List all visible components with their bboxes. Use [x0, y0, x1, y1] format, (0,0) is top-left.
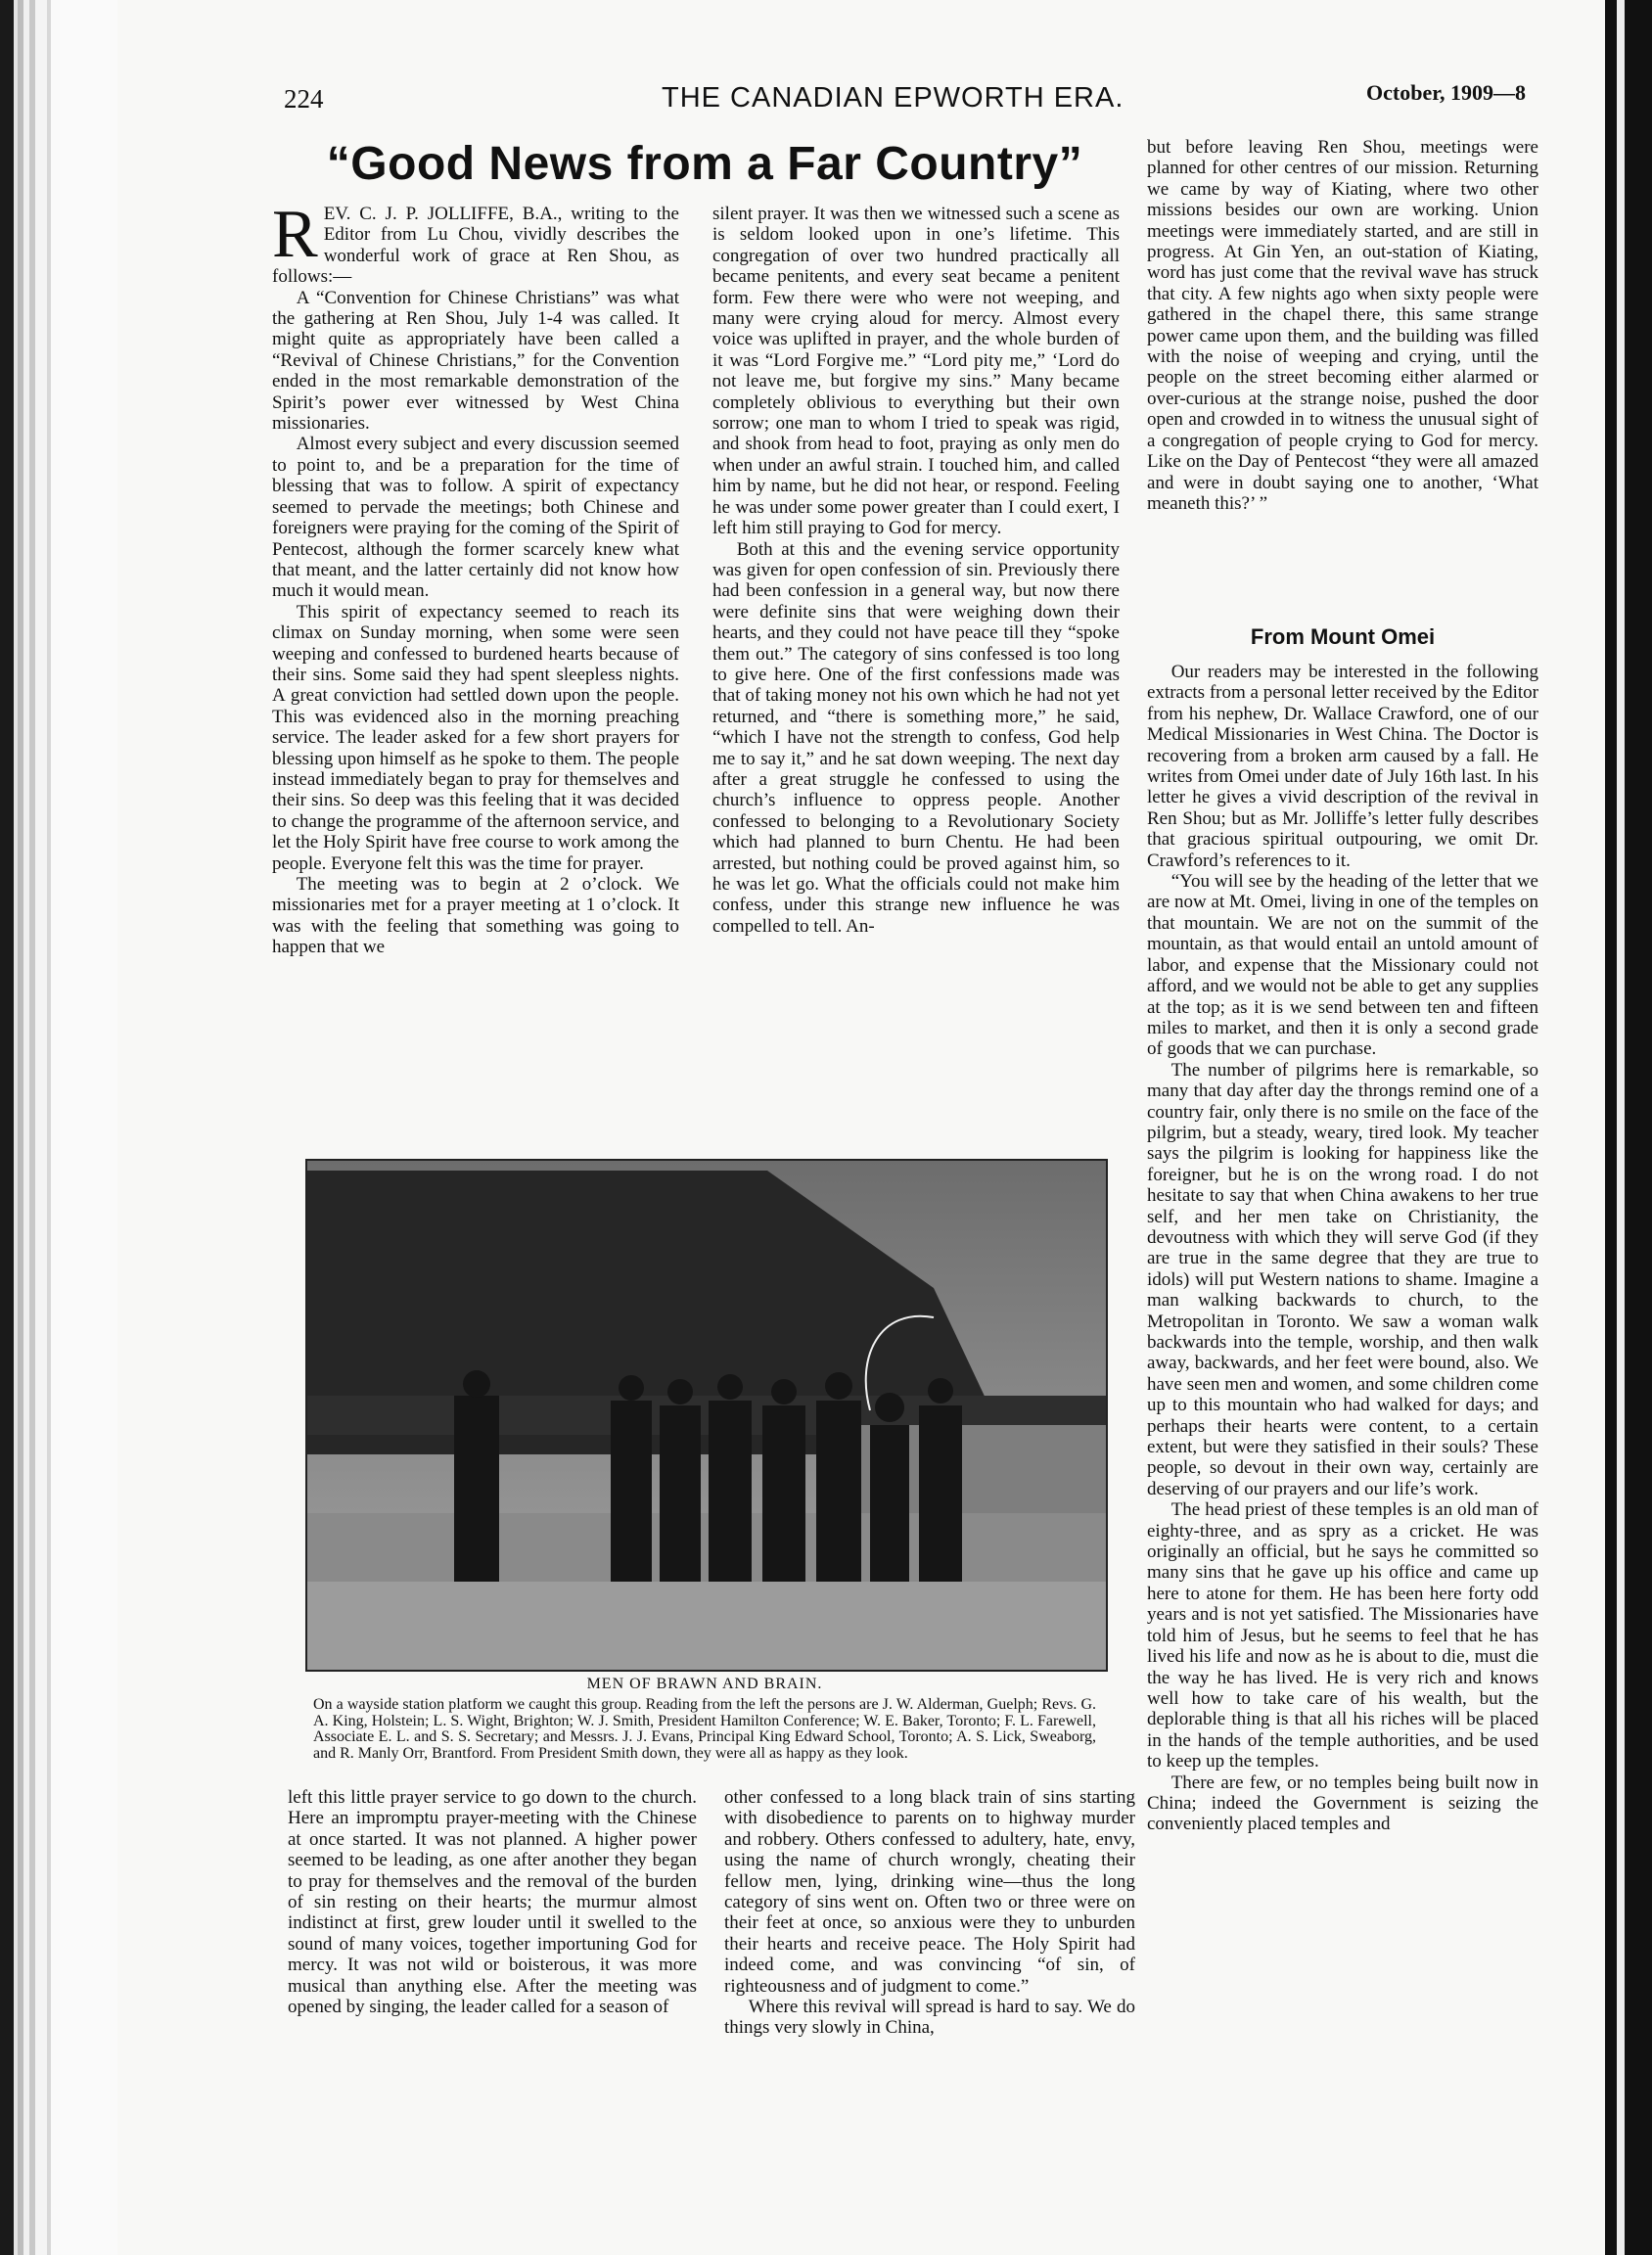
- intro-text: EV. C. J. P. JOLLIFFE, B.A., writing to the Editor from Lu Chou, vividly describes the wonderful work of grace at Ren Shou, as follows:—: [272, 204, 679, 288]
- paragraph: [272, 197, 679, 288]
- paragraph: This spirit of expectancy seemed to reach its climax on Sunday morning, when some were seen weeping and confessed to burdened hearts because of their sins. Some said they had spent sleepless nights. A great conviction had settled down upon the people. This was evidenced also in the morning preaching service. The leader asked for a few short prayers for blessing upon himself as he spoke to them. The people instead immediately began to pray for themselves and their sins. So deep was this feeling that it was decided to change the programme of the afternoon service, and let the Holy Spirit have free course to work among the people. Everyone felt this was the time for prayer.: [272, 601, 679, 874]
- photo-caption-title: MEN OF BRAWN AND BRAIN.: [586, 1676, 823, 1692]
- column-1-top: [272, 197, 679, 958]
- journal-title: THE CANADIAN EPWORTH ERA.: [662, 82, 1124, 114]
- paragraph: The number of pilgrims here is remarkable, so many that day after day the throngs remind one of a country fair, only there is no smile on the face of the pilgrim, but a steady, weary, tired look. My teacher says the pilgrim is looking for happiness like the foreigner, but he is on the wrong road. I do not hesitate to say that when China awakens to her true self, and her men take on Christianity, the devoutness with which they will serve God (if they are true in the same degree that they are true to idols) will put Western nations to shame. Imagine a man walking backwards to church, to the Metropolitan in Toronto. We saw a woman walk backwards into the temple, worship, and then walk away, backwards, and her feet were bound, also. We have seen men and women, and some children come up to this mountain who had walked for days; and perhaps their hearts were content, to a certain extent, but were they satisfied in their souls? These people, so devout in their own way, certainly are deserving of our prayers and our life’s work.: [1147, 1059, 1538, 1499]
- paragraph: Our readers may be interested in the following extracts from a personal letter received by the Editor from his nephew, Dr. Wallace Crawford, one of our Medical Missionaries in West China. The Doctor is recovering from a broken arm caused by a fall. He writes from Omei under date of July 16th last. In his letter he gives a vivid description of the revival in Ren Shou; but as Mr. Jolliffe’s letter fully describes that gracious spiritual outpouring, we omit Dr. Crawford’s references to it.: [1147, 662, 1538, 871]
- paragraph: Both at this and the evening service opportunity was given for open confession of sin. Previously there had been confession in a general way, but now there were definite sins that were weighing down their hearts, and they could not have peace till they “spoke them out.” The category of sins confessed is too long to give here. One of the first confessions made was that of taking money not his own which he had not yet returned, and “there is something more,” he said, “which I have not the strength to confess, God help me to say it,” and he sat down weeping. The next day after a great struggle he confessed to using the church’s influence to oppress people. Another confessed to belonging to a Revolutionary Society which had planned to burn Chentu. He had been arrested, but nothing could be proved against him, so he was let go. What the officials could not make him confess, under this strange new influence he was compelled to tell. An-: [712, 538, 1120, 937]
- paragraph: other confessed to a long black train of sins starting with disobedience to parents on to highway murder and robbery. Others confessed to adultery, hate, envy, using the name of church wrongly, cheating their fellow men, lying, drinking wine—thus the long category of sins went on. Often two or three were on their feet at once, so anxious were they to unburden their hearts and receive peace. The Holy Spirit had indeed come, and was convincing “of sin, of righteousness and of judgment to come.”: [724, 1787, 1135, 1997]
- sidebar-article-body: [1147, 662, 1538, 1835]
- group-photograph: [305, 1159, 1108, 1672]
- column-2-bottom: [724, 1787, 1135, 2039]
- paragraph: but before leaving Ren Shou, meetings were planned for other centres of our mission. Returning we came by way of Kiating, where two other missions besides our own are working. Union meetings were immediately started, and are still in progress. At Gin Yen, an out-station of Kiating, word has just come that the revival wave has struck that city. A few nights ago when sixty people were gathered in the chapel there, this same strange power came upon them, and the building was filled with the noise of weeping and crying, until the people on the street becoming either alarmed or over-curious at the strange noise, pushed the door open and crowded in to witness the unusual sight of a congregation of people crying to God for mercy. Like on the Day of Pentecost “they were all amazed and were in doubt saying one to another, ‘What meaneth this?’ ”: [1147, 137, 1538, 514]
- issue-date: October, 1909—8: [1366, 80, 1526, 105]
- page-edge-strip: [1617, 0, 1625, 2255]
- paragraph: The head priest of these temples is an old man of eighty-three, and as spry as a cricket. He was originally an official, but he says he committed so many sins that he gave up his office and came up here to atone for them. He has been here forty odd years and is not yet satisfied. The Missionaries have told him of Jesus, but he seems to feel that he has lived his life and now as he is about to die, must die the way he has lived. He is very rich and knows well how to take care of his wealth, but the deplorable thing is that all his riches will be placed in the hands of the temple authorities, and be used to keep up the temples.: [1147, 1499, 1538, 1772]
- page-number: 224: [284, 84, 324, 114]
- book-gutter: [0, 0, 117, 2255]
- article-headline: “Good News from a Far Country”: [326, 138, 1083, 190]
- drop-cap: R: [272, 197, 318, 272]
- column-1-bottom: [288, 1787, 697, 2017]
- paragraph: A “Convention for Chinese Christians” was what the gathering at Ren Shou, July 1-4 was called. It might quite as appropriately have been called a “Revival of Chinese Christians,” for the Convention ended in the most remarkable demonstration of the Spirit’s power ever witnessed by West China missionaries.: [272, 287, 679, 435]
- sidebar-headline: From Mount Omei: [1250, 624, 1436, 649]
- paragraph: There are few, or no temples being built now in China; indeed the Government is seizing the conveniently placed temples and: [1147, 1772, 1538, 1835]
- photo-illustration: [307, 1161, 1106, 1670]
- column-3-top: [1147, 137, 1538, 514]
- paragraph: Where this revival will spread is hard to say. We do things very slowly in China,: [724, 1997, 1135, 2039]
- paragraph: left this little prayer service to go down to the church. Here an impromptu prayer-meeting with the Chinese at once started. It was not planned. A higher power seemed to be leading, as one after another they began to pray for themselves and the removal of the burden of sin resting on their hearts; the murmur almost indistinct at first, grew louder until it swelled to the sound of many voices, together importuning God for mercy. It was not wild or boisterous, it was more musical than anything else. After the meeting was opened by singing, the leader called for a season of: [288, 1787, 697, 2018]
- column-2-top: [712, 204, 1120, 937]
- paragraph: Almost every subject and every discussion seemed to point to, and be a preparation for the time of blessing that was to follow. A spirit of expectancy seemed to pervade the meetings; both Chinese and foreigners were praying for the coming of the Spirit of Pentecost, although the former scarcely knew what that meant, and the latter certainly did not know how much it would mean.: [272, 434, 679, 602]
- paragraph: “You will see by the heading of the letter that we are now at Mt. Omei, living in one of the temples on that mountain. We are not on the summit of the mountain, as that would entail an untold amount of labor, and expense that the Missionary could not afford, and we would not be able to get any supplies at the top; as it is we send between ten and fifteen miles to market, and then it is only a second grade of goods that we can purchase.: [1147, 871, 1538, 1060]
- paragraph: The meeting was to begin at 2 o’clock. We missionaries met for a prayer meeting at 1 o’clock. It was with the feeling that something was going to happen that we: [272, 874, 679, 958]
- paragraph: silent prayer. It was then we witnessed such a scene as is seldom looked upon in one’s lifetime. This congregation of over two hundred practically all became penitents, and every seat became a penitent form. Few there were who were not weeping, and many were crying aloud for mercy. Almost every voice was uplifted in prayer, and the whole burden of it was “Lord Forgive me.” “Lord pity me,” ‘Lord do not leave me, but forgive my sins.” Many became completely oblivious to everything but their own sorrow; one man to whom I tried to speak was rigid, and shook from head to foot, praying as only men do when under an awful strain. I touched him, and called him by name, but he did not hear, or respond. Feeling he was under some power greater than I could exert, I left him still praying to God for mercy.: [712, 204, 1120, 539]
- book-edge-right: [1605, 0, 1652, 2255]
- photo-caption: On a wayside station platform we caught this group. Reading from the left the persons are J. W. Alderman, Guelph; Revs. G. A. King, Holstein; L. S. Wight, Brighton; W. J. Smith, President Hamilton Conference; W. E. Baker, Toronto; F. L. Farewell, Associate E. L. and S. S. Secretary; and Messrs. J. J. Evans, Principal King Edward School, Toronto; A. S. Lick, Sweaborg, and R. Manly Orr, Brantford. From President Smith down, they were all as happy as they look.: [313, 1696, 1096, 1762]
